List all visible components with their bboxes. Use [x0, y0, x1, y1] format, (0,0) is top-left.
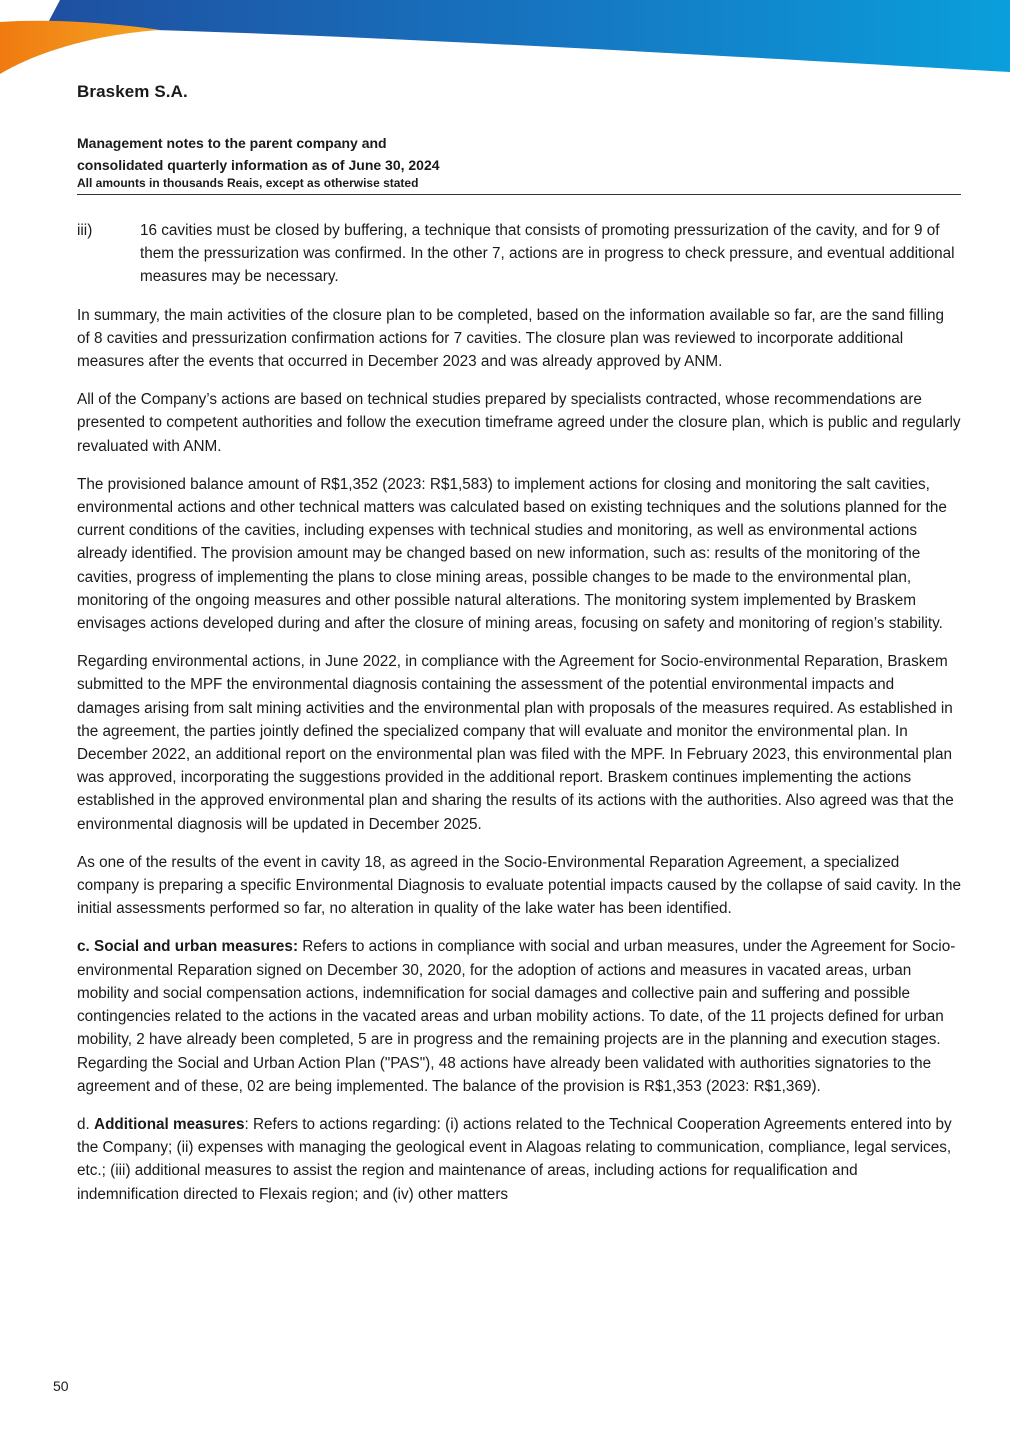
page-number: 50: [53, 1378, 69, 1394]
paragraph-technical-studies: All of the Company’s actions are based on technical studies prepared by specialists contracted, whose recommendations are presented to competent authorities and follow the execution timeframe agreed under the closure plan, which is public and regularly revaluated with ANM.: [77, 391, 961, 455]
header-divider: [77, 194, 961, 195]
section-label-additional-measures: Additional measures: [94, 1115, 245, 1133]
section-prefix-d: d.: [77, 1115, 95, 1133]
orange-wave: [0, 21, 160, 74]
document-body: [77, 219, 961, 1221]
report-header: [77, 132, 961, 191]
section-label-social-urban: c. Social and urban measures:: [77, 938, 299, 956]
paragraph-provision-balance: The provisioned balance amount of R$1,352 (2023: R$1,583) to implement actions for closing and monitoring the salt cavities, environmental actions and other technical matters was calculated based on existing techniques and the solutions planned for the current conditions of the cavities, including expenses with technical studies and monitoring, as well as environmental actions already identified. The provision amount may be changed based on new information, such as: results of the monitoring of the cavities, progress of implementing the plans to close mining areas, possible changes to be made to the environmental plan, monitoring of the ongoing measures and other possible natural alterations. The monitoring system implemented by Braskem envisages actions developed during and after the closure of mining areas, focusing on safety and monitoring of region’s stability.: [77, 475, 947, 633]
header-banner: [0, 0, 1010, 80]
paragraph-closure-summary: In summary, the main activities of the closure plan to be completed, based on the information available so far, are the sand filling of 8 cavities and pressurization confirmation actions for 7 cavities. The closure plan was reviewed to incorporate additional measures after the events that occurred in December 2023 and was already approved by ANM.: [77, 306, 945, 371]
list-item-number: iii): [77, 222, 93, 239]
paragraph-social-urban-measures: [77, 935, 961, 1097]
report-subtitle: All amounts in thousands Reais, except as otherwise stated: [77, 176, 419, 190]
blue-wave: [42, 0, 1010, 72]
paragraph-cavity-18: As one of the results of the event in cavity 18, as agreed in the Socio-Environmental Reparation Agreement, a specialized company is preparing a specific Environmental Diagnosis to evaluate potential impacts caused by the collapse of said cavity. In the initial assessments performed so far, no alteration in quality of the lake water has been identified.: [77, 853, 962, 918]
paragraph-additional-measures: [77, 1113, 961, 1206]
list-item-iii: [77, 219, 961, 289]
report-title-line-2: consolidated quarterly information as of June 30, 2024: [77, 157, 440, 173]
list-item-text: 16 cavities must be closed by buffering, a technique that consists of promoting pressurization of the cavity, and for 9 of them the pressurization was confirmed. In the other 7, actions are in progress to check pressure, and eventual additional measures may be necessary.: [140, 222, 955, 286]
company-name: Braskem S.A.: [77, 82, 188, 101]
paragraph-environmental-actions: Regarding environmental actions, in June 2022, in compliance with the Agreement for Socio-environmental Reparation, Braskem submitted to the MPF the environmental diagnosis containing the assessment of the potential environmental impacts and damages arising from salt mining activities and the environmental plan with proposals of the measures required. As established in the agreement, the parties jointly defined the specialized company that will evaluate and monitor the environmental plan. In December 2022, an additional report on the environmental plan was filed with the MPF. In February 2023, this environmental plan was approved, incorporating the suggestions provided in the additional report. Braskem continues implementing the actions established in the approved environmental plan and sharing the results of its actions with the authorities. Also agreed was that the environmental diagnosis will be updated in December 2025.: [77, 653, 954, 833]
social-urban-text: Refers to actions in compliance with social and urban measures, under the Agreement for Socio-environmental Reparation signed on December 30, 2020, for the adoption of actions and measures in vacated areas, urban mobility and social compensation actions, indemnification for social damages and collective pain and suffering and possible contingencies related to the actions in the vacated areas and urban mobility actions. To date, of the 11 projects defined for urban mobility, 2 have already been completed, 5 are in progress and the remaining projects are in the planning and execution stages. Regarding the Social and Urban Action Plan ("PAS"), 48 actions have already been validated with authorities signatories to the agreement and of these, 02 are being implemented. The balance of the provision is R$1,353 (2023: R$1,369).: [77, 938, 956, 1095]
additional-measures-text: : Refers to actions regarding: (i) actions related to the Technical Cooperation Agreements entered into by the Company; (ii) expenses with managing the geological event in Alagoas relating to communication, compliance, legal services, etc.; (iii) additional measures to assist the region and maintenance of areas, including actions for requalification and indemnification directed to Flexais region; and (iv) other matters: [77, 1115, 952, 1203]
report-title-line-1: Management notes to the parent company and: [77, 135, 387, 151]
